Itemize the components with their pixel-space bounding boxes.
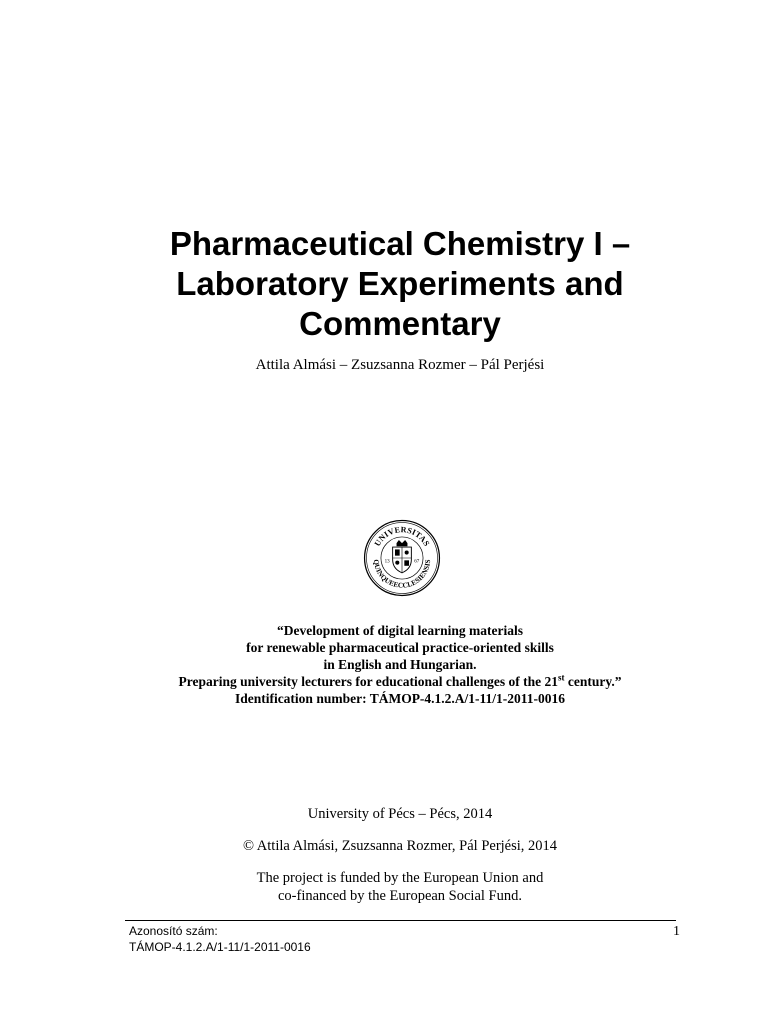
- title-line-1: Pharmaceutical Chemistry I –: [169, 225, 631, 262]
- publisher-line: University of Pécs – Pécs, 2014: [307, 806, 493, 822]
- project-line-3: in English and Hungarian.: [323, 657, 477, 672]
- seal-year-left: 13: [384, 558, 390, 565]
- project-line-4: [60, 673, 740, 690]
- project-line-4-end: century.”: [564, 674, 622, 689]
- footer-identifier: [129, 923, 311, 955]
- authors-line: Attila Almási – Zsuzsanna Rozmer – Pál Perjési: [255, 357, 545, 373]
- project-description: [60, 622, 740, 707]
- project-line-2: for renewable pharmaceutical practice-oriented skills: [246, 640, 554, 655]
- funding-line-1: The project is funded by the European Union and: [256, 870, 544, 886]
- seal-crest: [393, 540, 412, 573]
- funding-line-2: co-financed by the European Social Fund.: [277, 888, 522, 904]
- copyright-line: © Attila Almási, Zsuzsanna Rozmer, Pál Perjési, 2014: [242, 838, 558, 854]
- footer-divider: [125, 920, 676, 921]
- page-number: 1: [673, 924, 680, 939]
- funding-statement: [60, 869, 740, 905]
- seal-motto-bottom: QUINQUEECCLESIENSIS: [371, 558, 433, 590]
- project-line-4-text: Preparing university lecturers for educational challenges of the 21: [178, 674, 558, 689]
- title-line-3: Commentary: [299, 305, 501, 342]
- identification-number: Identification number: TÁMOP-4.1.2.A/1-11/1-2011-0016: [234, 691, 566, 706]
- title-line-2: Laboratory Experiments and: [176, 265, 624, 302]
- seal-year-right: 67: [414, 558, 420, 565]
- university-seal-logo: [363, 519, 441, 597]
- project-line-1: “Development of digital learning materials: [277, 623, 523, 638]
- footer-id-label: Azonosító szám:: [129, 924, 218, 938]
- seal-motto-top: UNIVERSITAS: [372, 525, 432, 548]
- ordinal-suffix: st: [557, 672, 565, 683]
- document-title: [60, 224, 740, 344]
- footer-id-value: TÁMOP-4.1.2.A/1-11/1-2011-0016: [129, 940, 311, 954]
